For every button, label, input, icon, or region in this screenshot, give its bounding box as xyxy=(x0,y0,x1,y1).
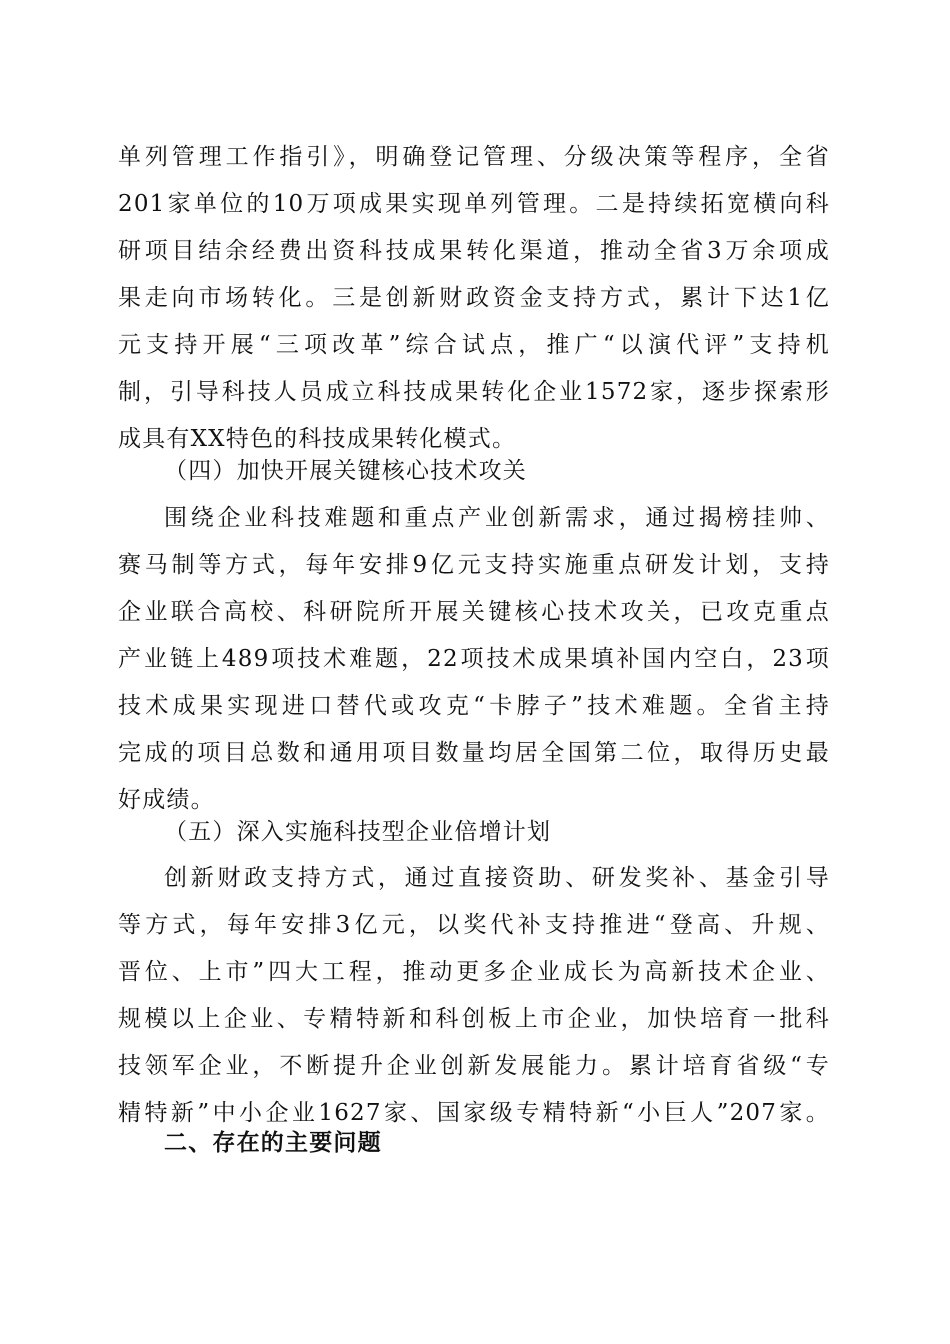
text-line: 单列管理工作指引》，明确登记管理、分级决策等程序，全省 xyxy=(118,144,830,170)
text-line: 好成绩。 xyxy=(118,787,215,813)
text-line: 研项目结余经费出资科技成果转化渠道，推动全省3万余项成 xyxy=(118,238,830,264)
paragraph-tech-transfer xyxy=(118,134,830,463)
text-line: 晋位、上市”四大工程，推动更多企业成长为高新技术企业、 xyxy=(118,959,830,985)
text-line: 元支持开展“三项改革”综合试点，推广“以演代评”支持机 xyxy=(118,332,830,358)
text-line: 企业联合高校、科研院所开展关键核心技术攻关，已攻克重点 xyxy=(118,599,830,625)
text-line: 制，引导科技人员成立科技成果转化企业1572家，逐步探索形 xyxy=(118,379,830,405)
text-line: 完成的项目总数和通用项目数量均居全国第二位，取得历史最 xyxy=(118,740,830,766)
text-line: 技领军企业，不断提升企业创新发展能力。累计培育省级“专 xyxy=(118,1053,830,1079)
text-line: 赛马制等方式，每年安排9亿元支持实施重点研发计划，支持 xyxy=(118,552,830,578)
paragraph-key-tech xyxy=(118,495,830,824)
text-line: 精特新”中小企业1627家、国家级专精特新“小巨人”207家。 xyxy=(118,1100,830,1126)
text-line: 成具有XX特色的科技成果转化模式。 xyxy=(118,426,517,452)
text-line: 201家单位的10万项成果实现单列管理。二是持续拓宽横向科 xyxy=(118,191,830,217)
paragraph-enterprise-plan xyxy=(118,855,830,1137)
section-heading-main-problems: 二、存在的主要问题 xyxy=(164,1130,382,1156)
text-line: 创新财政支持方式，通过直接资助、研发奖补、基金引导 xyxy=(164,865,830,891)
text-line: 围绕企业科技难题和重点产业创新需求，通过揭榜挂帅、 xyxy=(164,505,830,531)
text-line: 等方式，每年安排3亿元，以奖代补支持推进“登高、升规、 xyxy=(118,912,830,938)
text-line: 技术成果实现进口替代或攻克“卡脖子”技术难题。全省主持 xyxy=(118,693,830,719)
text-line: 规模以上企业、专精特新和科创板上市企业，加快培育一批科 xyxy=(118,1006,830,1032)
text-line: 产业链上489项技术难题，22项技术成果填补国内空白，23项 xyxy=(118,646,830,672)
subheading-key-tech: （四）加快开展关键核心技术攻关 xyxy=(164,458,527,484)
text-line: 果走向市场转化。三是创新财政资金支持方式，累计下达1亿 xyxy=(118,285,830,311)
subheading-enterprise-plan: （五）深入实施科技型企业倍增计划 xyxy=(164,819,552,845)
